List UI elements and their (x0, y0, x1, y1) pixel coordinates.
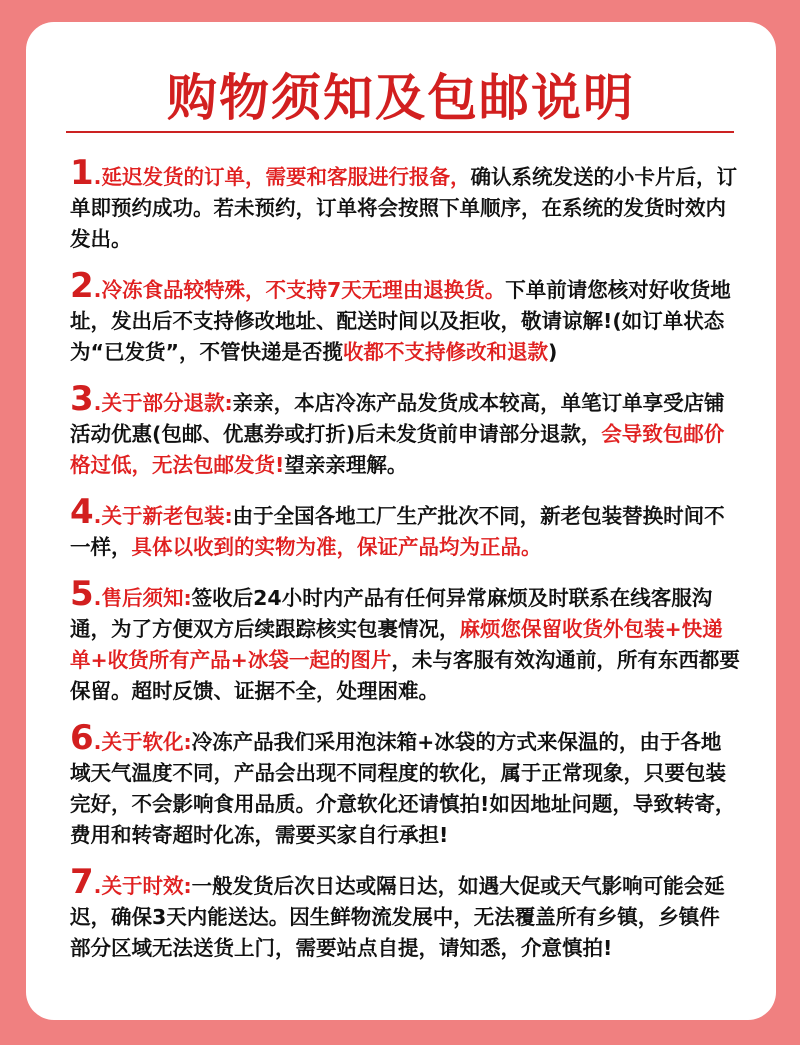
item-text: .冷冻食品较特殊，不支持7天无理由退换货。 (93, 278, 506, 302)
item-number: 5 (70, 574, 94, 614)
notice-item-7 (70, 862, 740, 964)
item-text: 会导致包邮价格过低，无法包邮发货! (70, 422, 725, 477)
item-text: 一般发货后次日达或隔日达，如遇大促或天气影响可能会延迟，确保3天内能送达。因生鲜物流发展中，无法覆盖所有乡镇，乡镇件部分区域无法送货上门，需要站点自提，请知悉，介意慎拍! (70, 874, 725, 960)
notice-item-1 (70, 153, 740, 255)
item-text: 签收后24小时内产品有任何异常麻烦及时联系在线客服沟通，为了方便双方后续跟踪核实包裹情况， (70, 586, 713, 641)
item-text: .关于新老包装: (93, 504, 233, 528)
page-title: 购物须知及包邮说明 (167, 69, 635, 127)
item-text: 由于全国各地工厂生产批次不同，新老包装替换时间不一样， (70, 504, 725, 559)
item-text: ) (547, 340, 558, 364)
item-text: 具体以收到的实物为准，保证产品均为正品。 (131, 535, 542, 559)
notice-card (26, 22, 776, 1020)
item-text: .关于软化: (93, 730, 192, 754)
item-text: 望亲亲理解。 (284, 453, 408, 477)
title-divider (66, 131, 734, 133)
item-text: 亲亲，本店冷冻产品发货成本较高，单笔订单享受店铺活动优惠(包邮、优惠券或打折)后未发货前申请部分退款， (70, 391, 725, 446)
item-number: 3 (70, 379, 94, 419)
item-text: 麻烦您保留收货外包装+快递单+收货所有产品+冰袋一起的图片 (70, 617, 723, 672)
notice-list (70, 153, 740, 980)
notice-item-4 (70, 492, 740, 563)
item-text: 冷冻产品我们采用泡沫箱+冰袋的方式来保温的，由于各地域天气温度不同，产品会出现不同程度的软化，属于正常现象，只要包装完好，不会影响食用品质。介意软化还请慎拍!如因地址问题，导致转寄，费用和转寄超时化冻，需要买家自行承担! (70, 730, 736, 847)
notice-item-6 (70, 718, 740, 851)
item-text: 确认系统发送的小卡片后，订单即预约成功。若未预约，订单将会按照下单顺序，在系统的发货时效内发出。 (70, 165, 737, 251)
item-text: ，未与客服有效沟通前，所有东西都要保留。超时反馈、证据不全，处理困难。 (70, 648, 740, 703)
item-number: 4 (70, 492, 94, 532)
item-text: 收都不支持修改和退款 (342, 340, 548, 364)
item-number: 7 (70, 862, 94, 902)
item-number: 6 (70, 718, 94, 758)
item-text: .售后须知: (93, 586, 192, 610)
item-text: .关于部分退款: (93, 391, 233, 415)
notice-item-2 (70, 266, 740, 368)
item-text: .关于时效: (93, 874, 192, 898)
item-text: .延迟发货的订单，需要和客服进行报备， (93, 165, 471, 189)
item-text: 下单前请您核对好收货地址，发出后不支持修改地址、配送时间以及拒收，敬请谅解!(如订单状态为“已发货”，不管快递是否揽 (70, 278, 731, 364)
notice-item-3 (70, 379, 740, 481)
notice-item-5 (70, 574, 740, 707)
item-number: 2 (70, 266, 94, 306)
item-number: 1 (70, 153, 94, 193)
